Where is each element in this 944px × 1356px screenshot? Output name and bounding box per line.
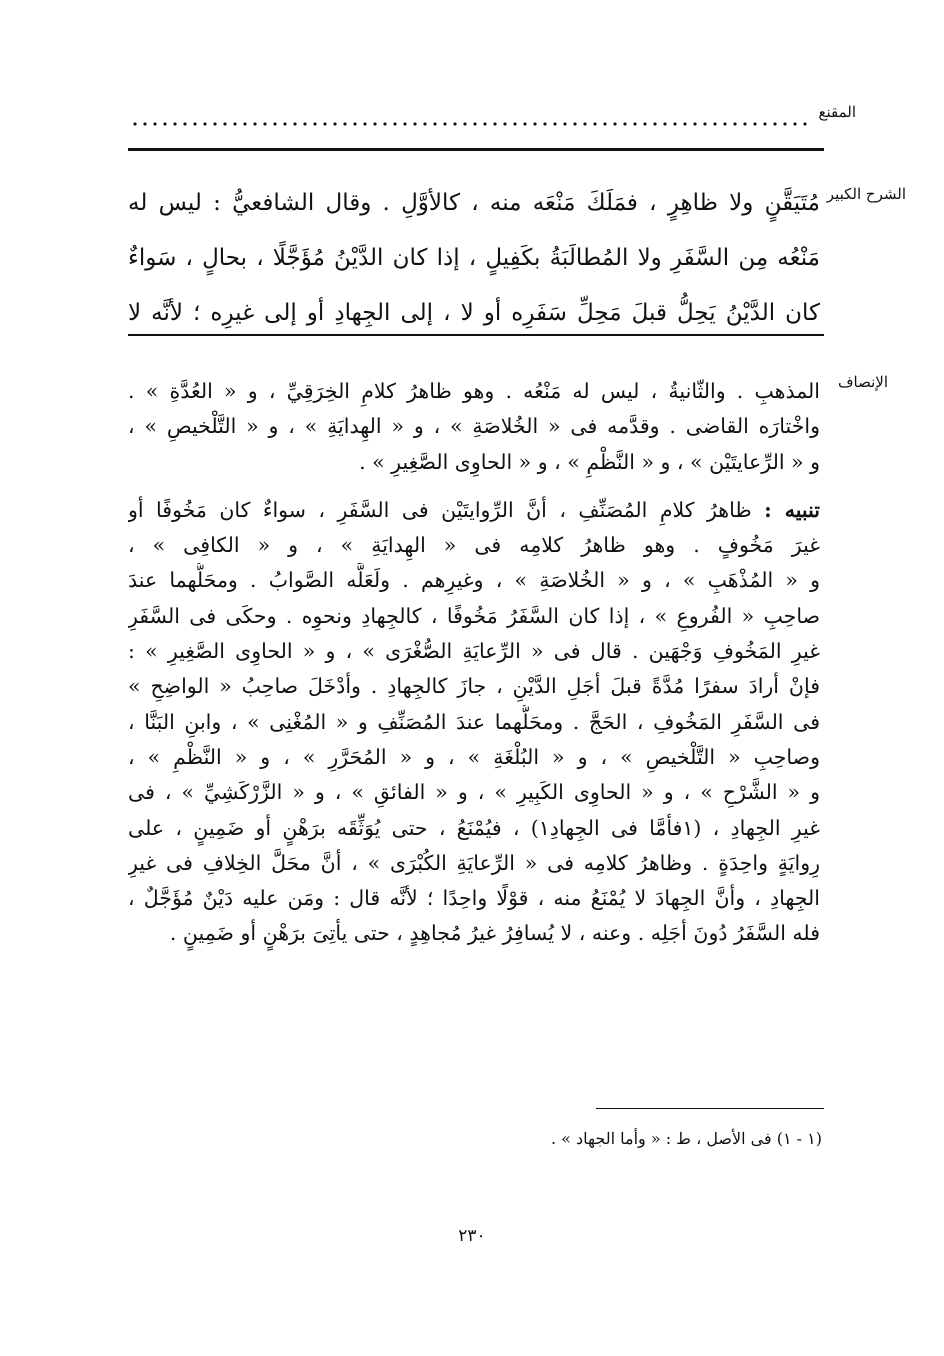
insaf-line: و « الشَّرْحِ » ، و « الحاوِى الكَبِيرِ » ، و « الفائقِ » ، و « الزَّرْكَشِيِّ » ، فى: [128, 780, 820, 805]
insaf-line: فى السَّفَرِ المَخُوفِ ، الحَجَّ . ومحَلُّهما عندَ المُصَنِّفِ و « المُغْنِى » ، وابنِ البَنَّا ،: [128, 709, 820, 734]
insaf-line: غيرِ الجِهادِ ، (١فأمَّا فى الجِهادِ١) ، فيُمْنَعُ ، حتى يُوَثِّقَه برَهْنٍ أو ضَمِينٍ ، على: [128, 815, 820, 840]
insaf-text-block: [128, 374, 820, 952]
insaf-line: و « الرِّعايتَيْن » ، و « النَّظْمِ » ، و « الحاوِى الصَّغِيرِ » .: [359, 449, 820, 474]
insaf-line: وصاحِبِ « التَّلْخيصِ » ، و « البُلْغَةِ » ، و « المُحَرَّرِ » ، و « النَّظْمِ » ،: [128, 744, 820, 769]
page-number: ٢٣٠: [458, 1226, 486, 1246]
tanbih-lead: تنبيه :: [764, 497, 820, 522]
header-dotted-rule: [130, 121, 810, 127]
paragraph-gap: [128, 480, 820, 493]
sharh-line: مَنْعُه مِن السَّفَرِ ولا المُطالَبَةُ بكَفِيلٍ ، إذا كان الدَّيْنُ مُؤَجَّلًا ، بحالٍ ، سَواءٌ: [128, 245, 820, 271]
section-label-insaf: الإنصاف: [837, 373, 888, 391]
footnote: (١ - ١) فى الأصل ، ط : « وأما الجهاد » .: [550, 1129, 822, 1148]
insaf-line: الجِهادِ ، وأنَّ الجِهادَ لا يُمْنَعُ منه ، قوْلًا واحِدًا ؛ لأنَّه قال : ومَن عليه دَيْنٌ مُؤَجَّلٌ ،: [128, 886, 820, 911]
insaf-line: رِوايَةٍ واحِدَةٍ . وظاهرُ كلامِه فى « الرِّعايَةِ الكُبْرَى » ، أنَّ محَلَّ الخِلافِ فى غيرِ: [128, 850, 820, 875]
insaf-line: صاحِبِ « الفُروعِ » ، إذا كان السَّفَرُ مَخُوفًا ، كالجِهادِ ونحوِه . وحكَى فى السَّفَرِ: [128, 603, 820, 628]
insaf-line: فإنْ أرادَ سفرًا مُدَّةً قبلَ أجَلِ الدَّيْنِ ، جازَ كالجِهادِ . وأدْخَلَ صاحِبُ « الواضِحِ »: [128, 674, 820, 699]
sharh-text-block: [128, 176, 820, 341]
insaf-line-with-lead: [128, 493, 820, 528]
sharh-line: مُتَيَقَّنٍ ولا ظاهِرٍ ، فمَلَكَ مَنْعَه منه ، كالأوَّلِ . وقال الشافعيُّ : ليس له: [128, 190, 820, 216]
insaf-line: فله السَّفَرُ دُونَ أجَلِه . وعنه ، لا يُسافِرُ غيرُ مُجاهِدٍ ، حتى يأتِىَ برَهْنٍ أو ضَمِينٍ .: [169, 921, 820, 946]
section-divider-rule: [128, 334, 824, 336]
insaf-line: واخْتارَه القاضى . وقدَّمه فى « الخُلاصَةِ » ، و « الهِدايَةِ » ، و « التَّلْخيصِ » ،: [128, 414, 820, 439]
section-label-sharh: الشرح الكبير: [826, 185, 906, 203]
insaf-line-text: ظاهرُ كلامِ المُصَنِّفِ ، أنَّ الرِّوايتَيْن فى السَّفَرِ ، سواءٌ كان مَخُوفًا أو: [128, 497, 752, 522]
footnote-rule: [596, 1108, 824, 1109]
insaf-line: غيرَ مَخُوفٍ . وهو ظاهرُ كلامِه فى « الهِدايَةِ » ، و « الكافِى » ،: [128, 533, 820, 558]
header-thick-rule: [128, 148, 824, 151]
insaf-line: المذهبِ . والثّانيةُ ، ليس له مَنْعُه . وهو ظاهرُ كلامِ الخِرَقِيِّ ، و « العُدَّةِ » .: [128, 379, 820, 403]
running-header-book-title: المقنع: [818, 103, 856, 121]
insaf-line: و « المُذْهَبِ » ، و « الخُلاصَةِ » ، وغيرِهم . ولَعَلَّه الصَّوابُ . ومحَلُّهما عندَ: [128, 568, 820, 593]
sharh-line: كان الدَّيْنُ يَحِلُّ قبلَ مَحِلِّ سَفَرِه أو لا ، إلى الجِهادِ أو إلى غيرِه ؛ لأنَّه لا: [128, 300, 820, 326]
insaf-line: غيرِ المَخُوفِ وَجْهَين . قال فى « الرِّعايَةِ الصُّغْرَى » ، و « الحاوِى الصَّغِيرِ » :: [128, 639, 820, 664]
